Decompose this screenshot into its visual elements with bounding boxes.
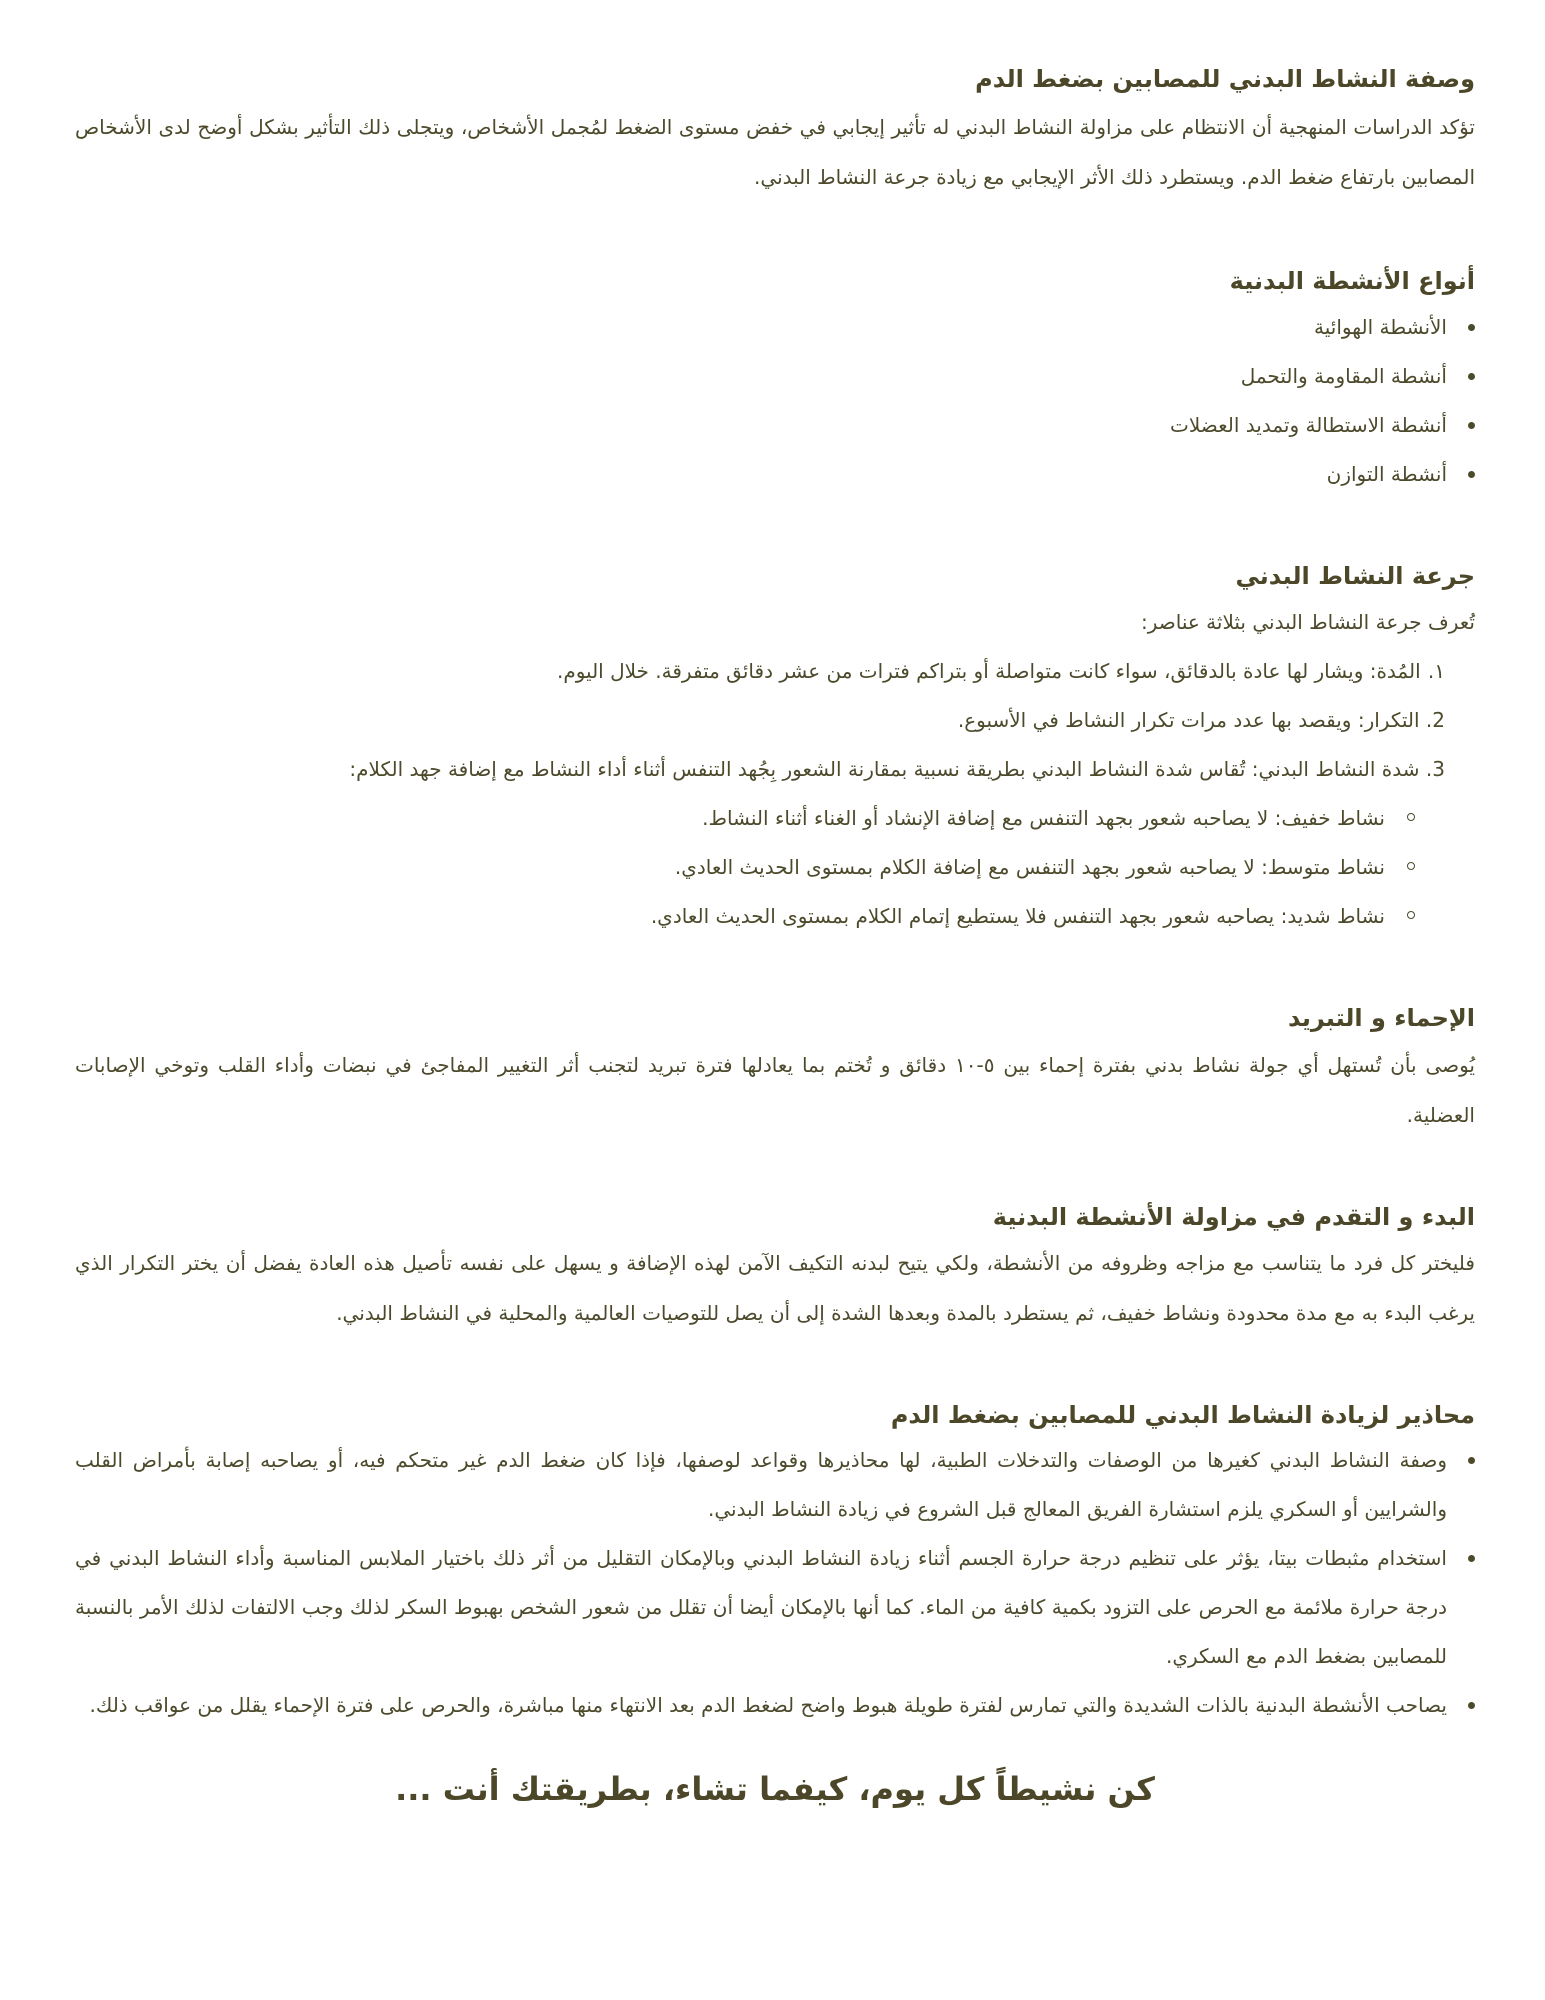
list-item-text: شدة النشاط البدني: تُقاس شدة النشاط البدني بطريقة نسبية بمقارنة الشعور بِجُهد التنفس أثناء أداء النشاط مع إضافة جهد الكلام: [349,757,1420,782]
list-item [75,696,1445,745]
paragraph-warmup: يُوصى بأن تُستهل أي جولة نشاط بدني بفترة إحماء بين ٥-١٠ دقائق و تُختم بما يعادلها فترة تبريد لتجنب أثر التغيير المفاجئ في نبضات وأداء القلب وتوخي الإصابات العضلية. [75,1052,1475,1127]
section-dose [75,557,1475,941]
list-item [75,647,1445,696]
section-cautions [75,1396,1475,1730]
list-item [75,745,1445,941]
intensity-levels-list [75,794,1445,941]
activity-types-list [75,303,1475,499]
list-number: ١. [1427,659,1445,684]
list-item: الأنشطة الهوائية [75,303,1447,352]
section-start [75,1198,1475,1338]
slogan: كن نشيطاً كل يوم، كيفما تشاء، بطريقتك أنت ... [395,1770,1155,1809]
dose-intro: تُعرف جرعة النشاط البدني بثلاثة عناصر: [1140,610,1475,635]
list-item: نشاط متوسط: لا يصاحبه شعور بجهد التنفس مع إضافة الكلام بمستوى الحديث العادي. [75,843,1385,892]
section-title-activity-types: أنواع الأنشطة البدنية [1229,267,1475,296]
section-title-prescription: وصفة النشاط البدني للمصابين بضغط الدم [975,65,1475,93]
document-content [75,60,1475,1808]
list-item: وصفة النشاط البدني كغيرها من الوصفات والتدخلات الطبية، لها محاذيرها وقواعد لوصفها، فإذا كان ضغط الدم غير متحكم فيه، أو يصاحبه إصابة بأمراض القلب والشرايين أو السكري يلزم استشارة الفريق المعالج قبل الشروع في زيادة النشاط البدني. [75,1436,1447,1534]
list-item: نشاط خفيف: لا يصاحبه شعور بجهد التنفس مع إضافة الإنشاد أو الغناء أثناء النشاط. [75,794,1385,843]
list-item: استخدام مثبطات بيتا، يؤثر على تنظيم درجة حرارة الجسم أثناء زيادة النشاط البدني وبالإمكان التقليل من أثر ذلك باختيار الملابس المناسبة وأداء النشاط البدني في درجة حرارة ملائمة مع الحرص على التزود بكمية كافية من الماء. كما أنها بالإمكان أيضا أن تقلل من شعور الشخص بهبوط السكر لذلك وجب الالتفات لذلك الأمر بالنسبة للمصابين بضغط الدم مع السكري. [75,1534,1447,1681]
list-item-text: المُدة: ويشار لها عادة بالدقائق، سواء كانت متواصلة أو بتراكم فترات من عشر دقائق متفرقة. خلال اليوم. [556,659,1421,684]
list-item: أنشطة الاستطالة وتمديد العضلات [75,401,1447,450]
paragraph-start: فليختر كل فرد ما يتناسب مع مزاجه وظروفه من الأنشطة، ولكي يتيح لبدنه التكيف الآمن لهذه الإضافة و يسهل على نفسه تأصيل هذه العادة يفضل أن يختر التكرار الذي يرغب البدء به مع مدة محدودة ونشاط خفيف، ثم يستطرد بالمدة وبعدها الشدة إلى أن يصل للتوصيات العالمية والمحلية في النشاط البدني. [75,1250,1475,1325]
section-title-dose: جرعة النشاط البدني [1235,561,1475,590]
dose-elements-list [75,647,1475,941]
list-item: نشاط شديد: يصاحبه شعور بجهد التنفس فلا يستطيع إتمام الكلام بمستوى الحديث العادي. [75,892,1385,941]
list-item: أنشطة التوازن [75,450,1447,499]
section-title-warmup: الإحماء و التبريد [1287,1004,1475,1033]
section-activity-types [75,262,1475,498]
section-title-start: البدء و التقدم في مزاولة الأنشطة البدنية [992,1202,1475,1231]
list-number: 2. [1425,708,1445,733]
section-prescription [75,60,1475,202]
section-title-cautions: محاذير لزيادة النشاط البدني للمصابين بضغط الدم [890,1400,1475,1429]
paragraph-prescription: تؤكد الدراسات المنهجية أن الانتظام على مزاولة النشاط البدني له تأثير إيجابي في خفض مستوى الضغط لمُجمل الأشخاص، ويتجلى ذلك التأثير بشكل أوضح لدى الأشخاص المصابين بارتفاع ضغط الدم. ويستطرد ذلك الأثر الإيجابي مع زيادة جرعة النشاط البدني. [75,115,1475,190]
list-item: أنشطة المقاومة والتحمل [75,352,1447,401]
cautions-list [75,1436,1475,1730]
list-item: يصاحب الأنشطة البدنية بالذات الشديدة والتي تمارس لفترة طويلة هبوط واضح لضغط الدم بعد الانتهاء منها مباشرة، والحرص على فترة الإحماء يقلل من عواقب ذلك. [75,1681,1447,1730]
list-item-text: التكرار: ويقصد بها عدد مرات تكرار النشاط في الأسبوع. [957,708,1420,733]
list-number: 3. [1425,757,1445,782]
section-warmup [75,999,1475,1139]
